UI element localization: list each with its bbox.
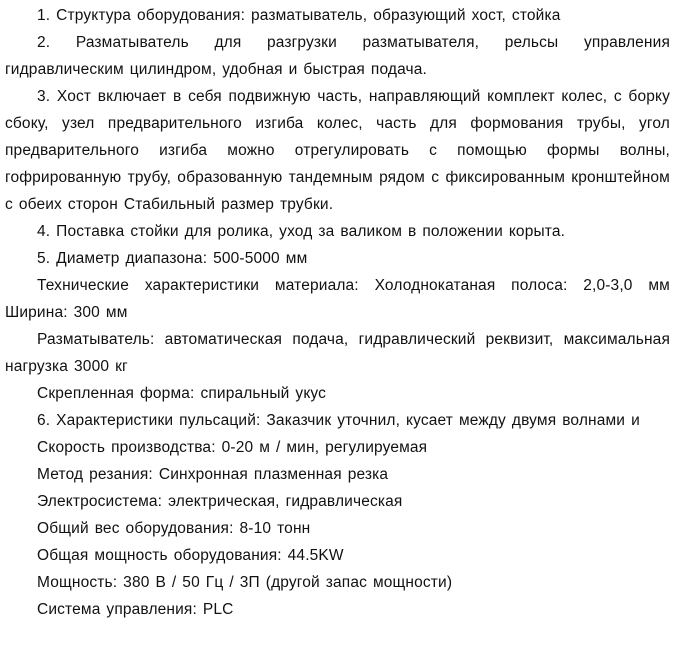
paragraph-equipment-structure: 1. Структура оборудования: разматыватель, образующий хост, стойка (37, 7, 561, 24)
paragraph-stand: 4. Поставка стойки для ролика, уход за валиком в положении корыта. (37, 223, 566, 240)
paragraph-uncoiler-specs: Разматыватель: автоматическая подача, гидравлический реквизит, максимальная нагрузка 3000 кг (5, 331, 670, 375)
paragraph-seam-form: Скрепленная форма: спиральный укус (37, 385, 327, 402)
paragraph-host: 3. Хост включает в себя подвижную часть, направляющий комплект колес, с борку сбоку, узел предварительного изгиба колес, часть для формования трубы, угол предварительного изгиба можно отрегулировать с помощью формы волны, гофрированную трубу, образованную тандемным рядом с фиксированным кронштейном с обеих сторон Стабильный размер трубки. (5, 88, 670, 213)
paragraph-control-system: Система управления: PLC (37, 601, 234, 618)
paragraph-diameter-range: 5. Диаметр диапазона: 500-5000 мм (37, 250, 308, 267)
paragraph-production-speed: Скорость производства: 0-20 м / мин, регулируемая (37, 439, 428, 456)
paragraph-corrugation: 6. Характеристики пульсаций: Заказчик уточнил, кусает между двумя волнами и (37, 412, 640, 429)
paragraph-uncoiler: 2. Разматыватель для разгрузки разматывателя, рельсы управления гидравлическим цилиндром, удобная и быстрая подача. (5, 34, 670, 78)
paragraph-material-specs: Технические характеристики материала: Холоднокатаная полоса: 2,0-3,0 мм Ширина: 300 мм (5, 277, 670, 321)
paragraph-total-power: Общая мощность оборудования: 44.5KW (37, 547, 344, 564)
paragraph-cutting-method: Метод резания: Синхронная плазменная резка (37, 466, 389, 483)
paragraph-electrical-system: Электросистема: электрическая, гидравлическая (37, 493, 403, 510)
paragraph-power-supply: Мощность: 380 В / 50 Гц / 3П (другой запас мощности) (37, 574, 453, 591)
document-body (5, 2, 670, 623)
paragraph-total-weight: Общий вес оборудования: 8-10 тонн (37, 520, 311, 537)
